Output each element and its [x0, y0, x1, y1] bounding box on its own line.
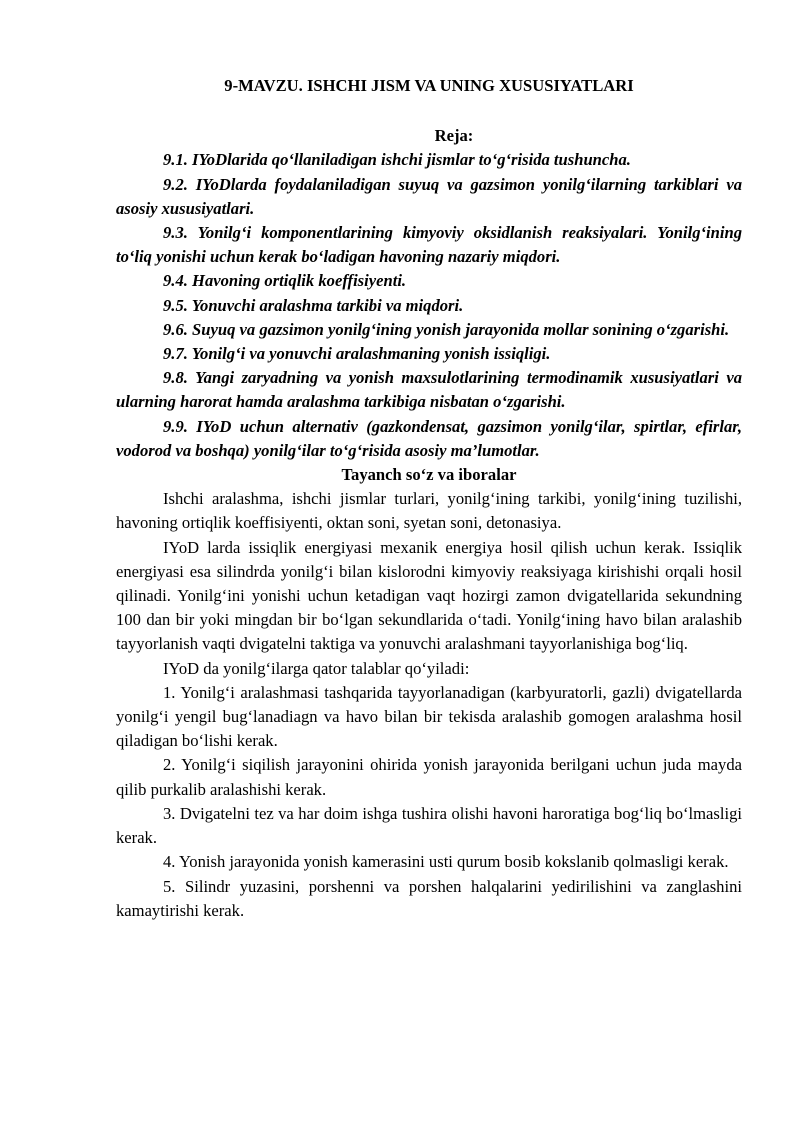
- requirement-item: 2. Yonilg‘i siqilish jarayonini ohirida yonish jarayonida berilgani uchun juda mayda qilib purkalib aralashishi kerak.: [116, 755, 742, 799]
- body-paragraph: IYoD da yonilg‘ilarga qator talablar qo‘yiladi:: [163, 658, 470, 678]
- plan-item: 9.1. IYoDlarida qo‘llaniladigan ishchi jismlar to‘g‘risida tushuncha.: [163, 150, 631, 170]
- plan-item: 9.4. Havoning ortiqlik koeffisiyenti.: [163, 271, 407, 291]
- requirement-item: 5. Silindr yuzasini, porshenni va porshen halqalarini yedirilishini va zanglashini kamaytirishi kerak.: [116, 876, 742, 920]
- plan-item: 9.9. IYoD uchun alternativ (gazkondensat, gazsimon yonilg‘ilar, spirtlar, efirlar, vodorod va boshqa) yonilg‘ilar to‘g‘risida asosiy ma’lumotlar.: [116, 416, 742, 460]
- plan-item: 9.7. Yonilg‘i va yonuvchi aralashmaning yonish issiqligi.: [163, 344, 551, 364]
- keywords-heading: Tayanch so‘z va iboralar: [341, 465, 517, 485]
- plan-item: 9.3. Yonilg‘i komponentlarining kimyoviy oksidlanish reaksiyalari. Yonilg‘ining to‘liq yonishi uchun kerak bo‘ladigan havoning nazariy miqdori.: [116, 223, 742, 267]
- plan-list: [116, 148, 742, 463]
- plan-item: 9.2. IYoDlarda foydalaniladigan suyuq va gazsimon yonilg‘ilarning tarkiblari va asosiy xususiyatlari.: [116, 174, 742, 218]
- plan-item: 9.6. Suyuq va gazsimon yonilg‘ining yonish jarayonida mollar sonining o‘zgarishi.: [163, 319, 730, 339]
- document-title: 9-MAVZU. ISHCHI JISM VA UNING XUSUSIYATLARI: [224, 76, 634, 95]
- plan-heading: Reja:: [434, 126, 474, 146]
- keywords-paragraph: Ishchi aralashma, ishchi jismlar turlari, yonilg‘ining tarkibi, yonilg‘ining tuzilishi, havoning ortiqlik koeffisiyenti, oktan soni, syetan soni, detonasiya.: [116, 489, 742, 533]
- body-paragraph: IYoD larda issiqlik energiyasi mexanik energiya hosil qilish uchun kerak. Issiqlik energiyasi esa silindrda yonilg‘i bilan kislorodni kimyoviy reaksiyaga kirishishi orqali hosil qilinadi. Yonilg‘ini yonishi uchun ketadigan vaqt hozirgi zamon dvigatellarida sekundning 100 dan bir yoki mingdan bir bo‘lgan sekundlarida o‘tadi. Yonilg‘ining havo bilan aralashib tayyorlanish vaqti dvigatelni taktiga va yonuvchi aralashmani tayyorlanishiga bog‘liq.: [116, 537, 742, 654]
- requirement-item: 3. Dvigatelni tez va har doim ishga tushira olishi havoni haroratiga bog‘liq bo‘lmasligi kerak.: [116, 803, 742, 848]
- plan-item: 9.8. Yangi zaryadning va yonish maxsulotlarining termodinamik xususiyatlari va ularning harorat hamda aralashma tarkibiga nisbatan o‘zgarishi.: [116, 368, 742, 412]
- requirement-item: 4. Yonish jarayonida yonish kamerasini usti qurum bosib kokslanib qolmasligi kerak.: [163, 852, 729, 872]
- plan-item: 9.5. Yonuvchi aralashma tarkibi va miqdori.: [163, 295, 464, 315]
- requirement-item: 1. Yonilg‘i aralashmasi tashqarida tayyorlanadigan (karbyuratorli, gazli) dvigatellarda yonilg‘i yengil bug‘lanadiagn va havo bilan bir tekisda aralashib gomogen aralashma hosil qiladigan bo‘lishi kerak.: [116, 682, 742, 751]
